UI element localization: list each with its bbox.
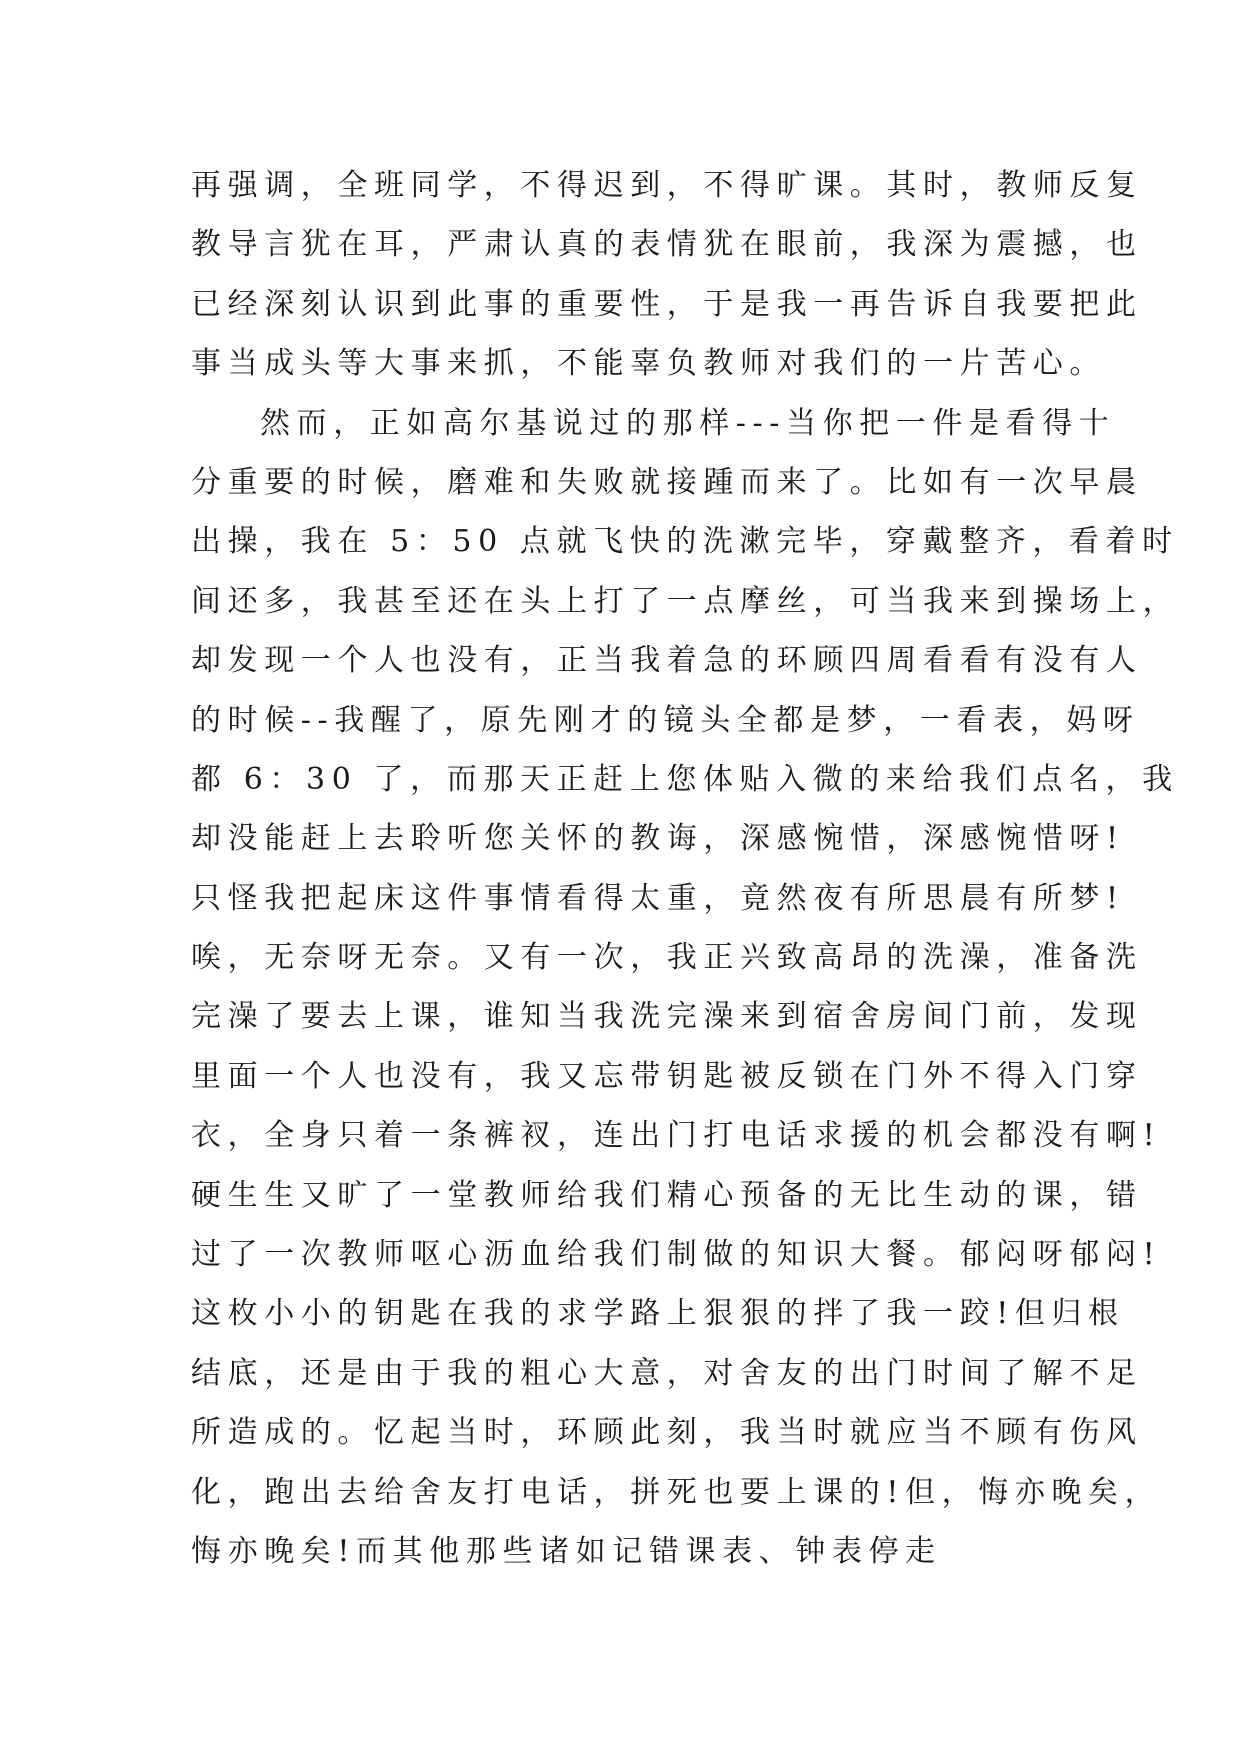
text-line: 却没能赶上去聆听您关怀的教诲，深感惋惜，深感惋惜呀!: [191, 821, 1125, 857]
text-line: 都 6：30 了，而那天正赶上您体贴入微的来给我们点名，我: [191, 761, 1179, 797]
text-line: 衣，全身只着一条裤衩，连出门打电话求援的机会都没有啊!: [191, 1118, 1162, 1154]
text-line: 分重要的时候，磨难和失败就接踵而来了。比如有一次早晨: [191, 464, 1143, 500]
text-line: 事当成头等大事来抓，不能辜负教师对我们的一片苦心。: [191, 346, 1106, 382]
text-line: 唉，无奈呀无奈。又有一次，我正兴致高昂的洗澡，准备洗: [191, 940, 1143, 976]
text-line: 完澡了要去上课，谁知当我洗完澡来到宿舍房间门前，发现: [191, 999, 1143, 1035]
text-line: 这枚小小的钥匙在我的求学路上狠狠的拌了我一跤!但归根: [191, 1296, 1125, 1332]
body-text: [191, 156, 1180, 1581]
text-line: 悔亦晚矣!而其他那些诸如记错课表、钟表停走: [191, 1533, 942, 1569]
text-line: 里面一个人也没有，我又忘带钥匙被反锁在门外不得入门穿: [191, 1058, 1143, 1094]
paragraph-start-line: 然而，正如高尔基说过的那样---当你把一件是看得十: [260, 405, 1116, 441]
text-line: 化，跑出去给舍友打电话，拼死也要上课的!但，悔亦晚矣，: [191, 1474, 1162, 1510]
text-line: 的时候--我醒了，原先刚才的镜头全都是梦，一看表，妈呀: [191, 702, 1140, 738]
text-line: 结底，还是由于我的粗心大意，对舍友的出门时间了解不足: [191, 1355, 1143, 1391]
text-line: 硬生生又旷了一堂教师给我们精心预备的无比生动的课，错: [191, 1177, 1143, 1213]
text-line: 再强调，全班同学，不得迟到，不得旷课。其时，教师反复: [191, 168, 1143, 203]
text-line: 所造成的。忆起当时，环顾此刻，我当时就应当不顾有伤风: [191, 1415, 1143, 1451]
text-line: 出操，我在 5：50 点就飞快的洗漱完毕，穿戴整齐，看着时: [191, 524, 1179, 560]
text-line: 只怪我把起床这件事情看得太重，竟然夜有所思晨有所梦!: [191, 880, 1125, 916]
text-line: 过了一次教师呕心沥血给我们制做的知识大餐。郁闷呀郁闷!: [191, 1237, 1162, 1273]
text-line: 却发现一个人也没有，正当我着急的环顾四周看看有没有人: [191, 643, 1143, 679]
text-line: 间还多，我甚至还在头上打了一点摩丝，可当我来到操场上，: [191, 583, 1180, 619]
text-line: 教导言犹在耳，严肃认真的表情犹在眼前，我深为震撼，也: [191, 227, 1143, 263]
text-line: 已经深刻认识到此事的重要性，于是我一再告诉自我要把此: [191, 286, 1143, 322]
